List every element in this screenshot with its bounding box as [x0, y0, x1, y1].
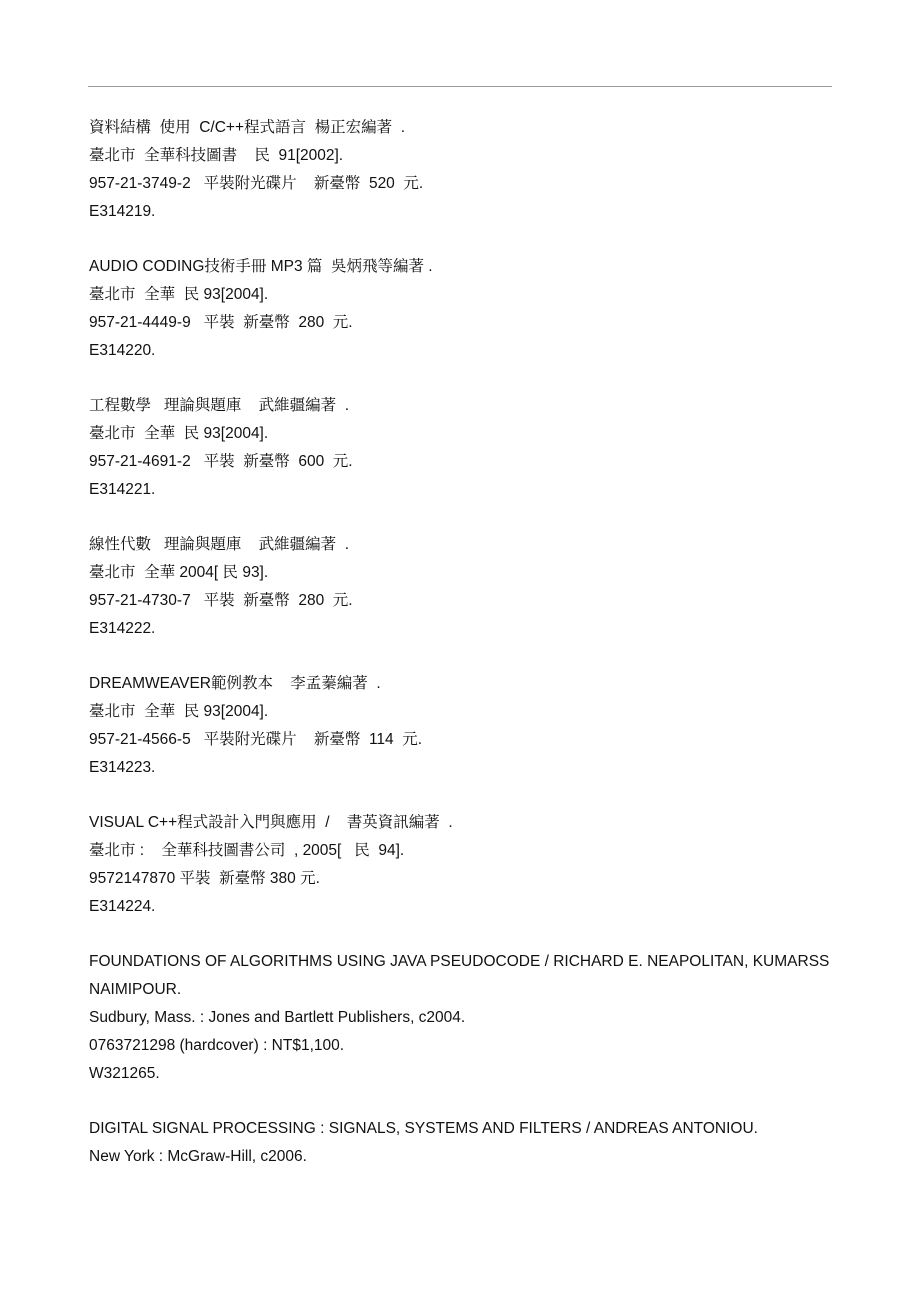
record-title: VISUAL C++程式設計入門與應用 / 書英資訊編著 .	[89, 814, 453, 831]
record-publisher: 臺北市 全華科技圖書 民 91[2002].	[89, 147, 344, 164]
record-call-number: E314221.	[89, 481, 156, 498]
record-title: 線性代數 理論與題庫 武維疆編著 .	[89, 536, 350, 553]
catalog-record	[89, 809, 889, 921]
record-publisher: 臺北市 全華 2004[ 民 93].	[89, 564, 269, 581]
record-title: FOUNDATIONS OF ALGORITHMS USING JAVA PSEUDOCODE / RICHARD E. NEAPOLITAN, KUMARSS NAIMIPOUR.	[89, 953, 830, 998]
catalog-record	[89, 253, 889, 365]
catalog-record	[89, 670, 889, 782]
record-isbn-price: 0763721298 (hardcover) : NT$1,100.	[89, 1037, 345, 1054]
catalog-record	[89, 1115, 889, 1171]
record-call-number: W321265.	[89, 1065, 160, 1082]
record-isbn-price: 957-21-4730-7 平裝 新臺幣 280 元.	[89, 592, 353, 609]
record-publisher: 臺北市 全華 民 93[2004].	[89, 286, 269, 303]
top-divider	[88, 86, 832, 87]
record-title: AUDIO CODING技術手冊 MP3 篇 吳炳飛等編著 .	[89, 258, 433, 275]
catalog-record	[89, 114, 889, 226]
record-isbn-price: 957-21-4691-2 平裝 新臺幣 600 元.	[89, 453, 353, 470]
record-call-number: E314224.	[89, 898, 156, 915]
record-call-number: E314219.	[89, 203, 156, 220]
catalog-record-list	[89, 114, 889, 1198]
catalog-record	[89, 392, 889, 504]
catalog-record	[89, 531, 889, 643]
record-publisher: 臺北市 : 全華科技圖書公司 , 2005[ 民 94].	[89, 842, 405, 859]
record-isbn-price: 957-21-4449-9 平裝 新臺幣 280 元.	[89, 314, 353, 331]
record-call-number: E314222.	[89, 620, 156, 637]
record-publisher: New York : McGraw-Hill, c2006.	[89, 1148, 307, 1165]
record-publisher: 臺北市 全華 民 93[2004].	[89, 703, 269, 720]
record-call-number: E314223.	[89, 759, 156, 776]
record-isbn-price: 957-21-3749-2 平裝附光碟片 新臺幣 520 元.	[89, 175, 424, 192]
record-title: DREAMWEAVER範例教本 李孟蓁編著 .	[89, 675, 381, 692]
record-title: 工程數學 理論與題庫 武維疆編著 .	[89, 397, 350, 414]
record-title: DIGITAL SIGNAL PROCESSING : SIGNALS, SYSTEMS AND FILTERS / ANDREAS ANTONIOU.	[89, 1120, 758, 1137]
record-isbn-price: 957-21-4566-5 平裝附光碟片 新臺幣 114 元.	[89, 731, 423, 748]
record-title: 資料結構 使用 C/C++程式語言 楊正宏編著 .	[89, 119, 406, 136]
record-call-number: E314220.	[89, 342, 156, 359]
record-publisher: Sudbury, Mass. : Jones and Bartlett Publishers, c2004.	[89, 1009, 466, 1026]
record-publisher: 臺北市 全華 民 93[2004].	[89, 425, 269, 442]
record-isbn-price: 9572147870 平裝 新臺幣 380 元.	[89, 870, 320, 887]
catalog-record	[89, 948, 889, 1088]
